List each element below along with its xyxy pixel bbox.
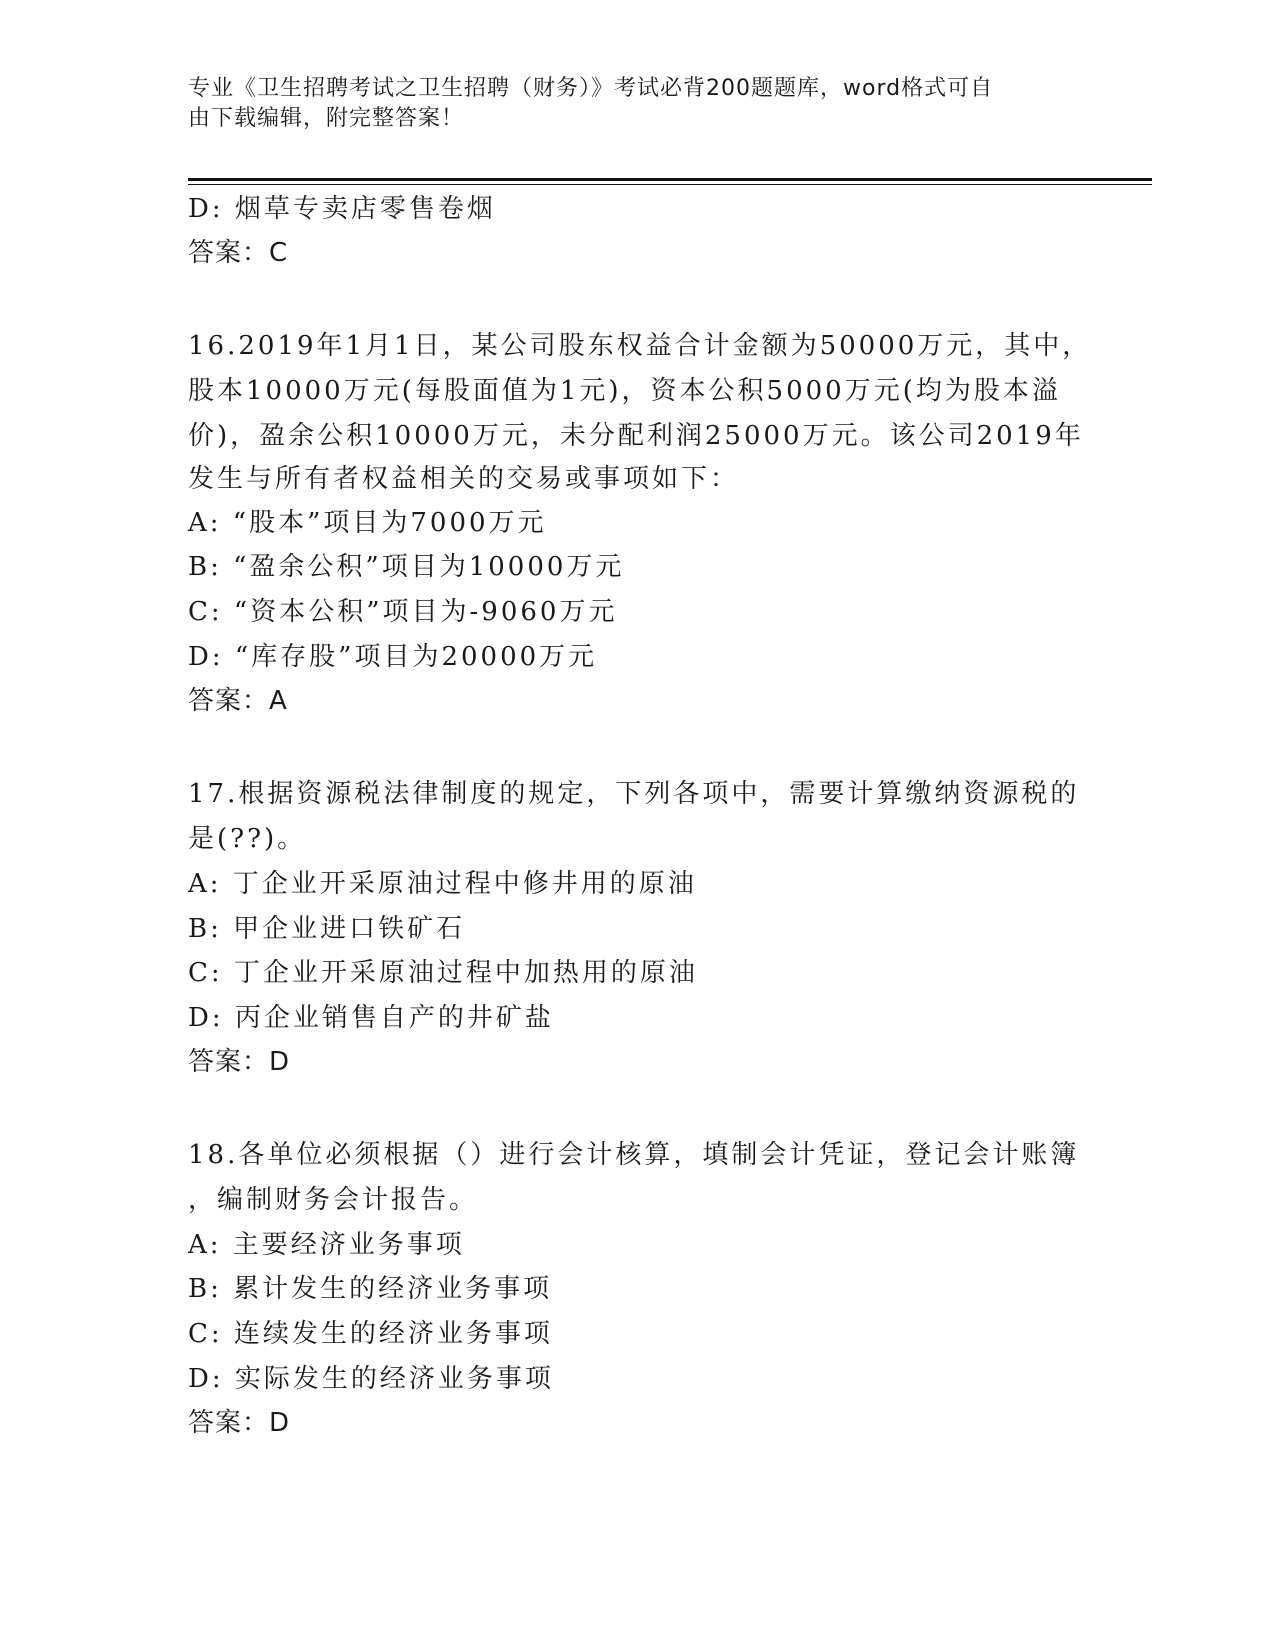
q18-stem-line-1: 18.各单位必须根据（）进行会计核算，填制会计凭证，登记会计账簿 bbox=[188, 1140, 1080, 1170]
q18-option-c: C: 连续发生的经济业务事项 bbox=[188, 1319, 553, 1349]
q18-option-d: D: 实际发生的经济业务事项 bbox=[188, 1364, 554, 1394]
q17-option-c: C: 丁企业开采原油过程中加热用的原油 bbox=[188, 958, 698, 988]
q16-option-c: C: “资本公积”项目为-9060万元 bbox=[188, 597, 618, 627]
q16-answer: 答案：A bbox=[188, 686, 288, 716]
header-line-2: 由下载编辑，附完整答案！ bbox=[188, 106, 465, 131]
q16-stem-line-2: 股本10000万元(每股面值为1元)，资本公积5000万元(均为股本溢 bbox=[188, 376, 1061, 406]
q17-stem-line-2: 是(??)。 bbox=[188, 824, 307, 854]
document-header bbox=[188, 74, 1088, 134]
q17-answer: 答案：D bbox=[188, 1047, 291, 1077]
q17-option-d: D: 丙企业销售自产的井矿盐 bbox=[188, 1003, 554, 1033]
q18-option-a: A: 主要经济业务事项 bbox=[188, 1230, 465, 1260]
header-divider-thick bbox=[188, 178, 1152, 181]
q16-stem-line-4: 发生与所有者权益相关的交易或事项如下： bbox=[188, 464, 740, 494]
q16-stem-line-1: 16.2019年1月1日，某公司股东权益合计金额为50000万元，其中， bbox=[188, 331, 1092, 361]
q15-answer: 答案：C bbox=[188, 238, 289, 268]
header-divider-thin bbox=[188, 184, 1152, 185]
q18-option-b: B: 累计发生的经济业务事项 bbox=[188, 1274, 553, 1304]
q17-stem-line-1: 17.根据资源税法律制度的规定，下列各项中，需要计算缴纳资源税的 bbox=[188, 779, 1080, 809]
q16-stem-line-3: 价)，盈余公积10000万元，未分配利润25000万元。该公司2019年 bbox=[188, 421, 1084, 451]
q16-option-b: B: “盈余公积”项目为10000万元 bbox=[188, 552, 625, 582]
q17-option-a: A: 丁企业开采原油过程中修井用的原油 bbox=[188, 869, 697, 899]
q17-option-b: B: 甲企业进口铁矿石 bbox=[188, 914, 466, 944]
q18-stem-line-2: ，编制财务会计报告。 bbox=[188, 1185, 479, 1215]
q16-option-d: D: “库存股”项目为20000万元 bbox=[188, 642, 598, 672]
q18-answer: 答案：D bbox=[188, 1408, 291, 1438]
header-line-1: 专业《卫生招聘考试之卫生招聘（财务）》考试必背200题题库，word格式可自 bbox=[188, 76, 994, 101]
q16-option-a: A: “股本”项目为7000万元 bbox=[188, 508, 547, 538]
q15-option-d: D: 烟草专卖店零售卷烟 bbox=[188, 194, 496, 224]
